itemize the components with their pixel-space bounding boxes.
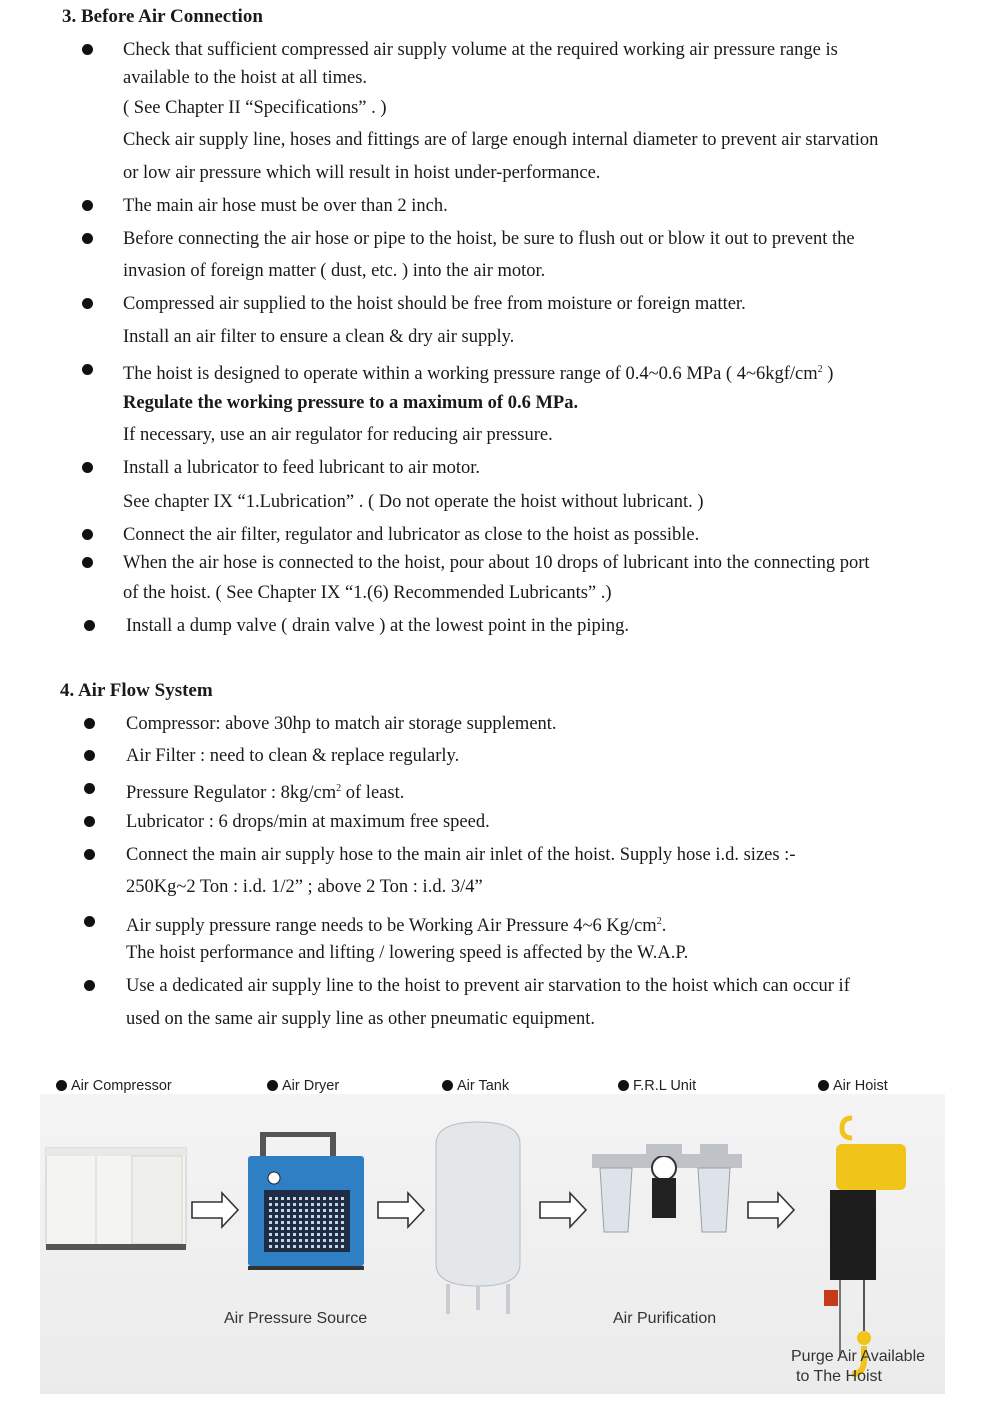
text-line	[126, 910, 666, 938]
text-line: Check that sufficient compressed air supply volume at the required working air pressure range is	[123, 40, 838, 60]
bullet	[82, 44, 93, 55]
purge-air-line1: Purge Air Available	[791, 1348, 926, 1365]
bullet	[84, 816, 95, 827]
text-line: Compressed air supplied to the hoist should be free from moisture or foreign matter.	[123, 294, 746, 314]
text-line: or low air pressure which will result in hoist under-performance.	[123, 163, 601, 183]
section4-heading: 4. Air Flow System	[60, 680, 213, 701]
bullet	[82, 529, 93, 540]
text-line: The hoist performance and lifting / lowering speed is affected by the W.A.P.	[126, 943, 689, 963]
frl-unit-icon	[592, 1144, 742, 1232]
label-air-compressor: Air Compressor	[56, 1078, 172, 1094]
text-line: Install a dump valve ( drain valve ) at the lowest point in the piping.	[126, 616, 629, 636]
bullet	[84, 750, 95, 761]
text-line: Use a dedicated air supply line to the hoist to prevent air starvation to the hoist which can occur if	[126, 976, 850, 996]
bullet	[84, 718, 95, 729]
purge-air-line2: to The Hoist	[796, 1368, 882, 1385]
text-line: Install an air filter to ensure a clean & dry air supply.	[123, 327, 515, 347]
bullet	[84, 916, 95, 927]
text-line: 250Kg~2 Ton : i.d. 1/2” ; above 2 Ton : i.d. 3/4”	[126, 877, 483, 897]
text-line: available to the hoist at all times.	[123, 68, 368, 88]
text-line: Before connecting the air hose or pipe to the hoist, be sure to flush out or blow it out to prevent the	[123, 229, 855, 249]
label-air-hoist: Air Hoist	[818, 1078, 888, 1094]
text-line: Compressor: above 30hp to match air storage supplement.	[126, 714, 557, 734]
arrow-right-icon	[540, 1193, 586, 1227]
text-line: of the hoist. ( See Chapter IX “1.(6) Recommended Lubricants” .)	[123, 583, 612, 603]
superscript: 2	[817, 364, 823, 375]
bullet	[84, 849, 95, 860]
text-line: used on the same air supply line as other pneumatic equipment.	[126, 1009, 596, 1029]
text-line: See chapter IX “1.Lubrication” . ( Do not operate the hoist without lubricant. )	[123, 492, 704, 512]
tank-icon	[436, 1122, 520, 1314]
arrow-right-icon	[748, 1193, 794, 1227]
bullet	[82, 364, 93, 375]
label-frl-unit: F.R.L Unit	[618, 1078, 696, 1094]
bullet	[82, 233, 93, 244]
text-line: When the air hose is connected to the hoist, pour about 10 drops of lubricant into the connecting port	[123, 553, 870, 573]
text-line: The main air hose must be over than 2 inch.	[123, 196, 448, 216]
pressure-range-text: The hoist is designed to operate within a working pressure range of 0.4~0.6 MPa ( 4~6kgf/cm	[123, 364, 818, 385]
superscript: 2	[336, 783, 342, 794]
bullet	[82, 298, 93, 309]
superscript: 2	[656, 916, 662, 927]
section3-heading: 3. Before Air Connection	[62, 6, 263, 27]
group-air-purification: Air Purification	[613, 1310, 717, 1327]
air-flow-diagram	[40, 1068, 960, 1398]
label-air-tank: Air Tank	[442, 1078, 509, 1094]
pressure-regulator-text: Pressure Regulator : 8kg/cm	[126, 783, 337, 804]
label-air-dryer: Air Dryer	[267, 1078, 339, 1094]
compressor-icon	[46, 1148, 186, 1250]
text-line	[126, 777, 404, 805]
bullet	[84, 620, 95, 631]
group-air-pressure-source: Air Pressure Source	[224, 1310, 368, 1327]
text-line: Connect the air filter, regulator and lubricator as close to the hoist as possible.	[123, 525, 700, 545]
pressure-regulator-tail: of least.	[341, 783, 405, 804]
dryer-icon	[248, 1132, 364, 1270]
bullet	[84, 783, 95, 794]
bullet	[82, 200, 93, 211]
close-paren: )	[822, 364, 834, 385]
wap-tail: .	[661, 916, 667, 937]
text-line: invasion of foreign matter ( dust, etc. ) into the air motor.	[123, 261, 546, 281]
text-line: Lubricator : 6 drops/min at maximum free speed.	[126, 812, 490, 832]
bullet	[84, 980, 95, 991]
text-line: Air Filter : need to clean & replace regularly.	[126, 746, 460, 766]
arrow-right-icon	[378, 1193, 424, 1227]
text-line	[123, 358, 833, 386]
wap-text: Air supply pressure range needs to be Working Air Pressure 4~6 Kg/cm	[126, 916, 657, 937]
text-line: ( See Chapter II “Specifications” . )	[123, 98, 387, 118]
hoist-icon	[824, 1118, 906, 1374]
text-line: Check air supply line, hoses and fittings are of large enough internal diameter to prevent air starvation	[123, 130, 879, 150]
text-line: If necessary, use an air regulator for reducing air pressure.	[123, 425, 553, 445]
text-line: Install a lubricator to feed lubricant to air motor.	[123, 458, 481, 478]
text-line: Connect the main air supply hose to the main air inlet of the hoist. Supply hose i.d. sizes :-	[126, 845, 796, 865]
bullet	[82, 557, 93, 568]
bullet	[82, 462, 93, 473]
bold-warning: Regulate the working pressure to a maximum of 0.6 MPa.	[123, 393, 579, 413]
arrow-right-icon	[192, 1193, 238, 1227]
